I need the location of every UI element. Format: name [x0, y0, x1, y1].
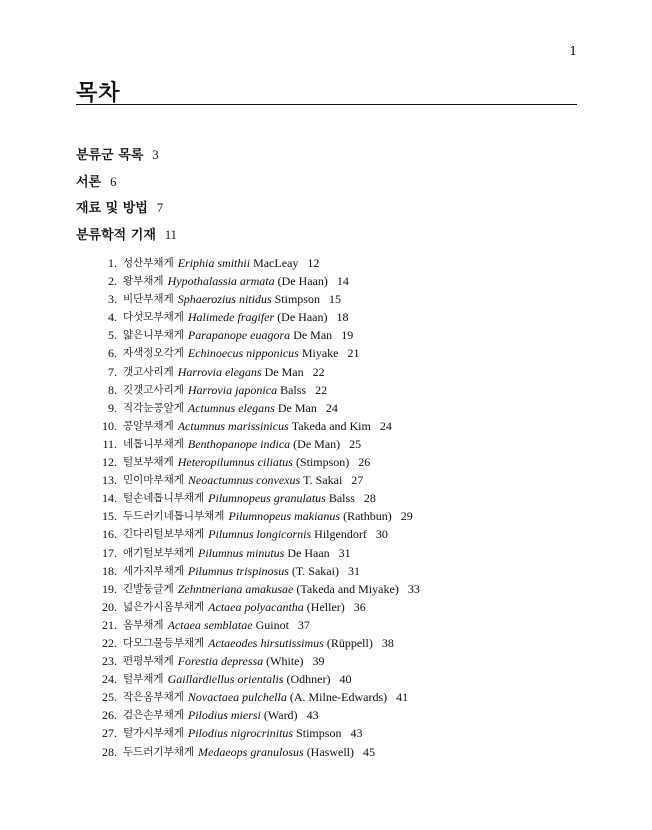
entry-page: 19 — [341, 328, 354, 343]
entry-page: 38 — [381, 635, 394, 650]
korean-name: 털가시부채게 — [123, 727, 184, 740]
entry-page: 43 — [350, 726, 363, 741]
korean-name: 두드러기부채게 — [123, 745, 195, 758]
entry-number: 6. — [108, 346, 117, 361]
korean-name: 검은손부채게 — [123, 709, 184, 722]
korean-name: 긴발둥글게 — [123, 582, 174, 595]
toc-entry[interactable] — [96, 435, 420, 453]
section-label: 서론 — [76, 174, 102, 190]
toc-entry[interactable] — [96, 290, 420, 308]
author: (Ward) — [263, 708, 298, 723]
entry-number: 23. — [102, 654, 117, 669]
toc-entry[interactable] — [96, 471, 420, 489]
toc-entry[interactable] — [96, 489, 420, 507]
toc-entry[interactable] — [96, 743, 420, 761]
korean-name: 긴다리털보부채게 — [123, 528, 205, 541]
section-page: 3 — [152, 148, 159, 162]
scientific-name: Harrovia japonica — [187, 382, 278, 397]
toc-section[interactable] — [76, 173, 177, 200]
korean-name: 네톱니부채게 — [123, 437, 184, 450]
korean-name: 자색정오각게 — [123, 347, 184, 360]
entry-page: 14 — [336, 274, 349, 289]
korean-name: 직각눈콩알게 — [123, 401, 184, 414]
author: (Takeda and Miyake) — [296, 581, 399, 596]
entry-page: 40 — [339, 672, 352, 687]
entry-number: 12. — [102, 455, 117, 470]
entry-number: 20. — [102, 599, 117, 614]
page-title: 목차 — [76, 81, 121, 106]
page-number: 1 — [569, 44, 577, 58]
entry-page: 37 — [297, 617, 310, 632]
scientific-name: Parapanope euagora — [187, 328, 291, 343]
toc-entry[interactable] — [96, 706, 420, 724]
entry-number: 13. — [102, 473, 117, 488]
scientific-name: Eriphia smithii — [177, 256, 251, 270]
toc-entry[interactable] — [96, 544, 420, 562]
species-entry-list — [96, 254, 420, 761]
entry-number: 27. — [102, 726, 117, 741]
toc-entry[interactable] — [96, 598, 420, 616]
toc-entry[interactable] — [96, 363, 420, 381]
entry-page: 43 — [306, 708, 319, 723]
entry-number: 7. — [108, 364, 117, 379]
entry-number: 3. — [108, 292, 117, 307]
entry-page: 26 — [358, 455, 371, 470]
scientific-name: Echinoecus nipponicus — [187, 346, 299, 361]
toc-entry[interactable] — [96, 652, 420, 670]
scientific-name: Neoactumnus convexus — [187, 473, 301, 488]
entry-page: 18 — [336, 310, 349, 325]
entry-page: 39 — [312, 654, 325, 669]
entry-page: 36 — [353, 599, 366, 614]
entry-number: 19. — [102, 581, 117, 596]
entry-number: 14. — [102, 491, 117, 506]
scientific-name: Novactaea pulchella — [187, 690, 287, 705]
korean-name: 왕부채게 — [123, 275, 164, 288]
entry-page: 24 — [379, 418, 392, 433]
toc-entry[interactable] — [96, 507, 420, 525]
section-label: 분류군 목록 — [76, 148, 144, 163]
author: Stimpson — [296, 726, 342, 741]
korean-name: 넓은가시옴부채게 — [123, 600, 205, 613]
toc-entry[interactable] — [96, 580, 420, 598]
entry-page: 31 — [347, 563, 360, 578]
author: De Man — [264, 364, 304, 379]
toc-entry[interactable] — [96, 326, 420, 344]
scientific-name: Pilodius miersi — [187, 708, 261, 723]
entry-number: 4. — [108, 310, 117, 325]
scientific-name: Harrovia elegans — [177, 364, 262, 379]
author: (De Haan) — [277, 274, 328, 289]
toc-entry[interactable] — [96, 254, 420, 272]
author: (Rathbun) — [343, 509, 392, 524]
entry-number: 24. — [102, 672, 117, 687]
entry-number: 16. — [102, 527, 117, 542]
toc-entry[interactable] — [96, 670, 420, 688]
author: Balss — [328, 491, 355, 506]
korean-name: 옴부채게 — [123, 618, 164, 631]
scientific-name: Pilumnus trispinosus — [187, 563, 289, 578]
entry-page: 41 — [396, 690, 409, 705]
author: Miyake — [301, 346, 339, 361]
toc-entry[interactable] — [96, 634, 420, 652]
author: De Haan — [287, 545, 330, 560]
author: Guinot — [255, 617, 289, 632]
author: De Man — [293, 328, 333, 343]
korean-name: 깃갯고사리게 — [123, 383, 184, 396]
scientific-name: Pilumnopeus makianus — [228, 509, 341, 524]
entry-page: 25 — [349, 436, 362, 451]
scientific-name: Hypothalassia armata — [167, 274, 275, 289]
toc-section[interactable] — [76, 146, 177, 173]
entry-number: 2. — [108, 274, 117, 289]
scientific-name: Medaeops granulosus — [198, 744, 304, 759]
toc-entry[interactable] — [96, 688, 420, 706]
entry-number: 28. — [102, 744, 117, 759]
entry-number: 10. — [102, 418, 117, 433]
entry-number: 9. — [108, 400, 117, 415]
author: (White) — [266, 654, 304, 669]
scientific-name: Actumnus elegans — [187, 400, 275, 415]
toc-entry[interactable] — [96, 381, 420, 399]
author: De Man — [277, 400, 317, 415]
scientific-name: Actumnus marissinicus — [177, 418, 289, 433]
scientific-name: Zehntneriana amakusae — [177, 581, 294, 596]
korean-name: 편평부채게 — [123, 655, 174, 668]
toc-entry[interactable] — [96, 453, 420, 471]
title-divider — [76, 104, 577, 105]
author: Stimpson — [274, 292, 320, 307]
korean-name: 털보부채게 — [123, 456, 174, 469]
author: Hilgendorf — [314, 527, 367, 542]
scientific-name: Sphaerozius nitidus — [177, 292, 272, 307]
entry-page: 28 — [363, 491, 376, 506]
author: (Haswell) — [306, 744, 355, 759]
section-page: 6 — [110, 174, 117, 189]
scientific-name: Benthopanope indica — [187, 436, 291, 451]
toc-section[interactable] — [76, 199, 177, 226]
scientific-name: Actaea polyacantha — [208, 599, 304, 614]
toc-entry[interactable] — [96, 562, 420, 580]
entry-number: 17. — [102, 545, 117, 560]
section-label: 재료 및 방법 — [76, 201, 148, 216]
korean-name: 털손네톱니부채게 — [123, 492, 205, 505]
korean-name: 두드러기네톱니부채게 — [123, 510, 225, 523]
scientific-name: Halimede fragifer — [187, 310, 275, 325]
korean-name: 다섯모부채게 — [123, 311, 184, 324]
entry-number: 5. — [108, 328, 117, 343]
korean-name: 세가지부채게 — [123, 564, 184, 577]
entry-page: 22 — [315, 382, 328, 397]
toc-entry[interactable] — [96, 525, 420, 543]
entry-page: 30 — [375, 527, 388, 542]
section-list — [76, 146, 177, 252]
scientific-name: Pilumnus minutus — [198, 545, 285, 560]
entry-page: 27 — [351, 473, 364, 488]
scientific-name: Pilumnus longicornis — [208, 527, 312, 542]
korean-name: 성산부채게 — [123, 257, 174, 269]
entry-number: 18. — [102, 563, 117, 578]
entry-number: 22. — [102, 635, 117, 650]
entry-page: 12 — [307, 256, 320, 270]
author: Takeda and Kim — [291, 418, 371, 433]
entry-number: 15. — [102, 509, 117, 524]
scientific-name: Actaeodes hirsutissimus — [208, 635, 324, 650]
korean-name: 갯고사리게 — [123, 365, 174, 378]
entry-number: 25. — [102, 690, 117, 705]
korean-name: 다모그물등부채게 — [123, 636, 205, 649]
toc-entry[interactable] — [96, 344, 420, 362]
author: (Stimpson) — [295, 455, 350, 470]
korean-name: 작은옴부채게 — [123, 691, 184, 704]
author: (A. Milne-Edwards) — [289, 690, 388, 705]
entry-number: 21. — [102, 617, 117, 632]
entry-number: 8. — [108, 382, 117, 397]
scientific-name: Forestia depressa — [177, 654, 264, 669]
entry-page: 24 — [325, 400, 338, 415]
scientific-name: Heteropilumnus ciliatus — [177, 455, 293, 470]
author: (Rüppell) — [326, 635, 373, 650]
entry-page: 29 — [400, 509, 413, 524]
scientific-name: Gaillardiellus orientalis — [167, 672, 284, 687]
author: (T. Sakai) — [291, 563, 339, 578]
scientific-name: Pilodius nigrocrinitus — [187, 726, 294, 741]
entry-number: 1. — [108, 256, 117, 270]
author: Balss — [280, 382, 307, 397]
section-page: 11 — [164, 227, 177, 242]
author: (Odhner) — [286, 672, 331, 687]
toc-entry[interactable] — [96, 616, 420, 634]
korean-name: 애기털보부채게 — [123, 546, 195, 559]
toc-section[interactable] — [76, 226, 177, 253]
korean-name: 털부채게 — [123, 673, 164, 686]
korean-name: 콩알부채게 — [123, 419, 174, 432]
korean-name: 얇은니부채게 — [123, 329, 184, 342]
scientific-name: Pilumnopeus granulatus — [208, 491, 326, 506]
entry-number: 26. — [102, 708, 117, 723]
entry-page: 31 — [338, 545, 351, 560]
section-page: 7 — [156, 201, 164, 215]
toc-entry[interactable] — [96, 417, 420, 435]
entry-page: 22 — [312, 364, 325, 379]
author: MacLeay — [253, 256, 299, 270]
author: (De Haan) — [277, 310, 328, 325]
korean-name: 민이마부채게 — [123, 474, 184, 487]
scientific-name: Actaea semblatae — [167, 617, 253, 632]
toc-entry[interactable] — [96, 399, 420, 417]
korean-name: 비단부채게 — [123, 293, 174, 306]
entry-page: 33 — [407, 581, 420, 596]
toc-entry[interactable] — [96, 272, 420, 290]
author: (De Man) — [293, 436, 341, 451]
toc-entry[interactable] — [96, 308, 420, 326]
toc-entry[interactable] — [96, 724, 420, 742]
author: (Heller) — [306, 599, 345, 614]
entry-number: 11. — [102, 436, 117, 451]
entry-page: 45 — [363, 744, 376, 759]
section-label: 분류학적 기재 — [76, 227, 156, 243]
entry-page: 21 — [347, 346, 360, 361]
author: T. Sakai — [303, 473, 343, 488]
entry-page: 15 — [328, 292, 341, 307]
